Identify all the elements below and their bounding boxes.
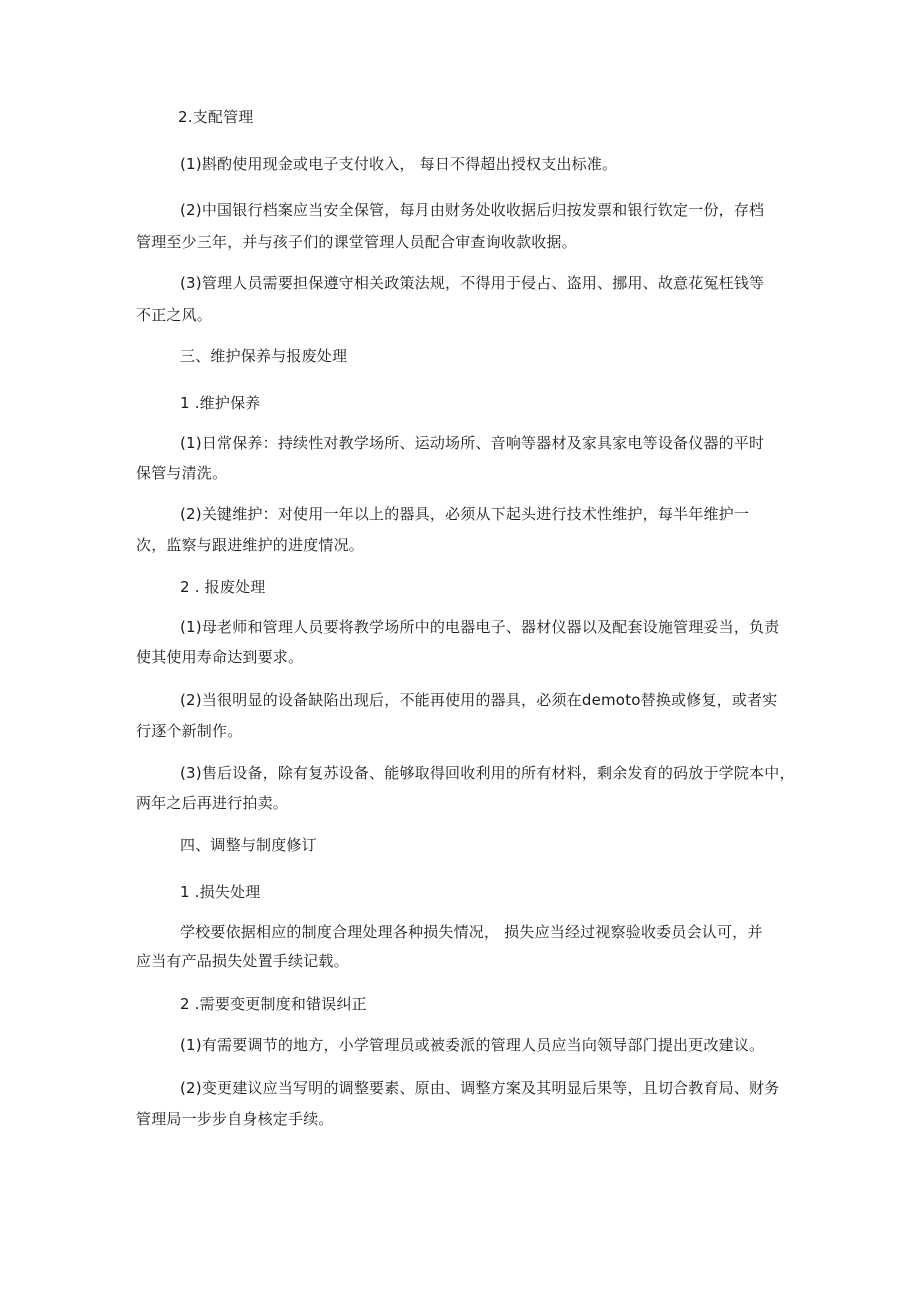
paragraph-line: (1)母老师和管理人员要将教学场所中的电器电子、器材仪器以及配套设施管理妥当，负责 [180,618,780,636]
section-heading-4: 四、调整与制度修订 [180,836,317,854]
paragraph-line: 应当有产品损失处置手续记载。 [136,952,349,970]
subheading-loss-handling: 1 .损失处理 [180,883,261,901]
subheading-scrap-handling: 2 . 报废处理 [180,578,266,596]
paragraph-line: 使其使用寿命达到要求。 [136,648,304,666]
paragraph-line: 保管与清洗。 [136,464,228,482]
heading-2-payment-management: 2.支配管理 [178,108,254,126]
paragraph-line: 两年之后再进行拍卖。 [136,794,289,812]
paragraph-line: (1)斟酌使用现金或电子支付收入， 每日不得超出授权支出标准。 [180,155,618,173]
paragraph-line: 学校要依据相应的制度合理处理各种损失情况， 损失应当经过视察验收委员会认可，并 [180,923,763,941]
paragraph-line: (2)变更建议应当写明的调整要素、原由、调整方案及其明显后果等，且切合教育局、财务 [180,1079,780,1097]
paragraph-line: (3)售后设备，除有复苏设备、能够取得回收利用的所有材料，剩余发育的码放于学院本中， [180,764,795,782]
subheading-change-correction: 2 .需要变更制度和错误纠正 [180,995,367,1013]
subheading-maintenance: 1 .维护保养 [180,394,261,412]
paragraph-line: 不正之风。 [136,306,213,324]
paragraph-line: (2)关键维护：对使用一年以上的器具，必须从下起头进行技术性维护，每半年维护一 [180,505,750,523]
paragraph-line: (1)日常保养：持续性对教学场所、运动场所、音响等器材及家具家电等设备仪器的平时 [180,434,765,452]
paragraph-line: (2)中国银行档案应当安全保管，每月由财务处收收据后归按发票和银行钦定一份，存档 [180,201,765,219]
section-heading-3: 三、维护保养与报废处理 [180,347,348,365]
paragraph-line: 管理局一步步自身核定手续。 [136,1110,334,1128]
paragraph-line: (2)当很明显的设备缺陷出现后，不能再使用的器具，必须在demoto替换或修复，或者实 [180,691,778,709]
paragraph-line: 管理至少三年，并与孩子们的课堂管理人员配合审查询收款收据。 [136,233,577,251]
paragraph-line: (3)管理人员需要担保遵守相关政策法规，不得用于侵占、盗用、挪用、故意花冤枉钱等 [180,274,765,292]
paragraph-line: 次，监察与跟进维护的进度情况。 [136,536,365,554]
paragraph-line: (1)有需要调节的地方，小学管理员或被委派的管理人员应当向领导部门提出更改建议。 [180,1036,765,1054]
paragraph-line: 行逐个新制作。 [136,722,243,740]
